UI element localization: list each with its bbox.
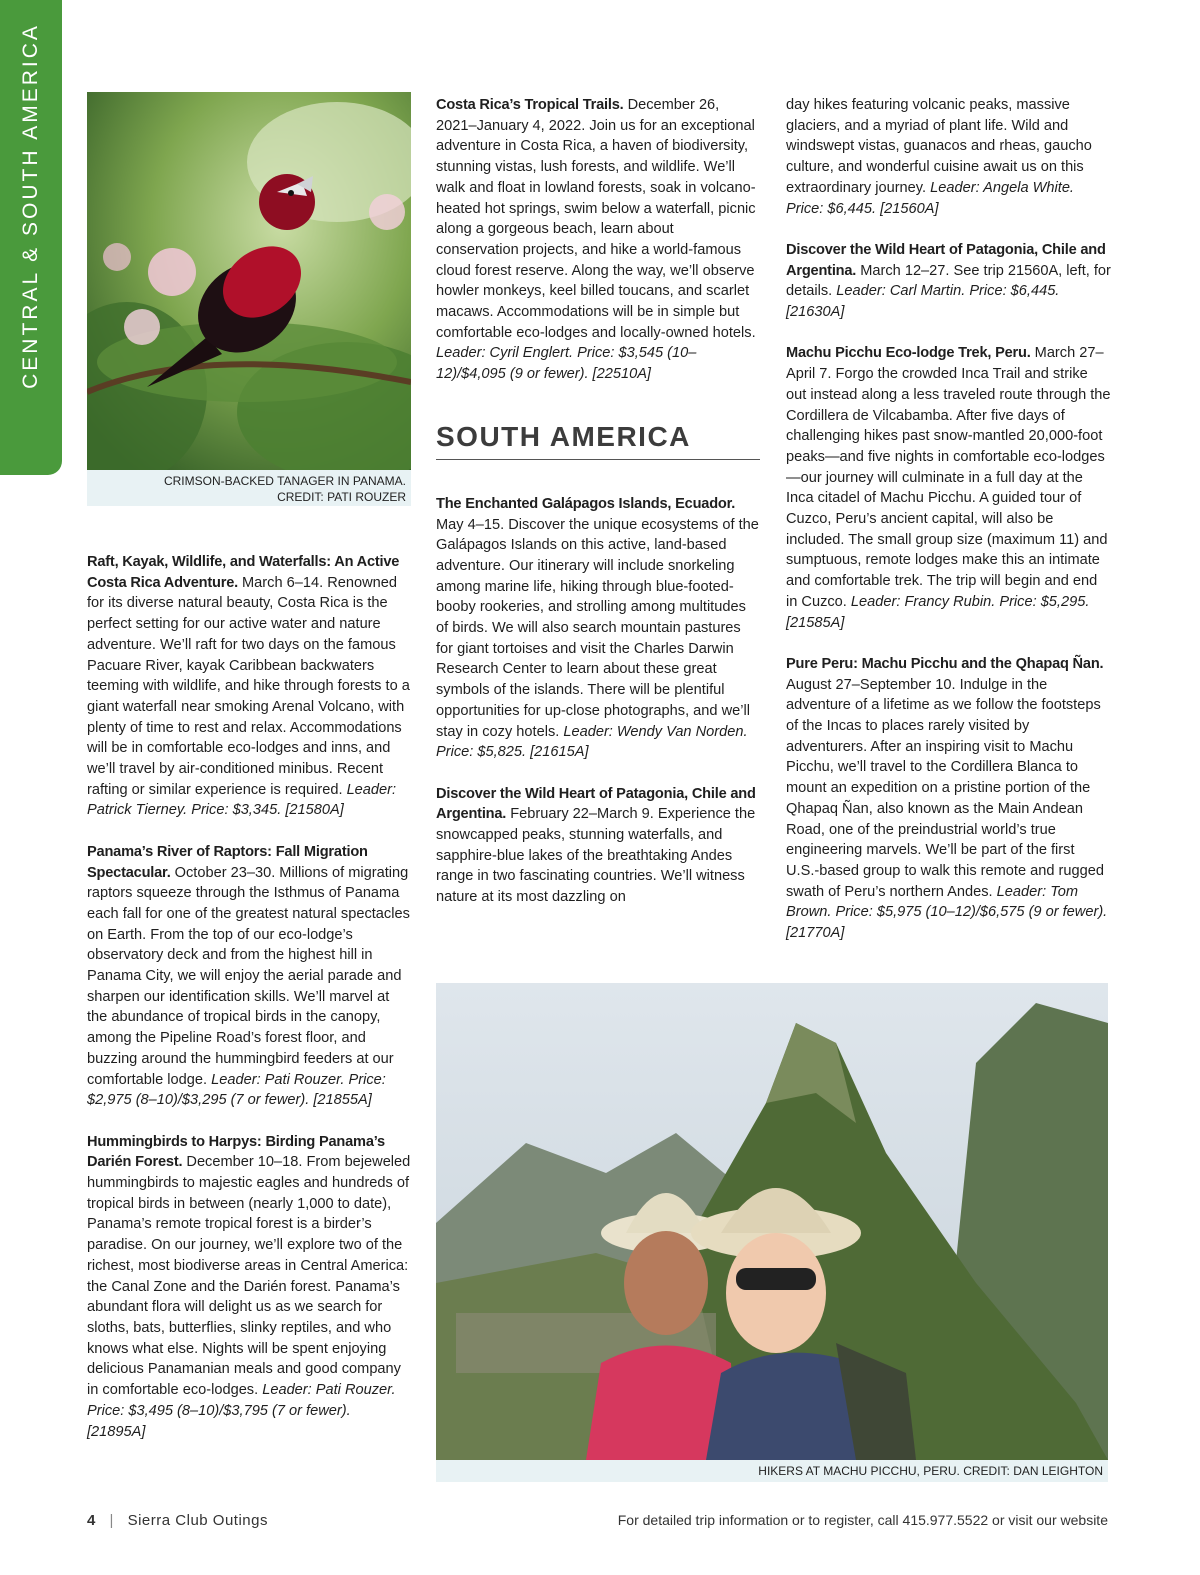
trip-title: Machu Picchu Eco-lodge Trek, Peru. (786, 345, 1031, 362)
side-tab-label: CENTRAL & SOUTH AMERICA (19, 23, 42, 389)
trip-title: Panama’s River of Raptors: Fall Migration Spectacular. (87, 843, 368, 881)
trip-entry (87, 552, 412, 821)
column-right (786, 95, 1111, 964)
trip-body: February 22–March 9. Experience the snowcapped peaks, stunning waterfalls, and sapphire-blue lakes of the breathtaking Andes range in two fascinating countries. We’ll witness nature at its most dazzling on (436, 806, 756, 906)
trip-entry-continued (786, 95, 1111, 219)
trip-leader-price: Leader: Cyril Englert. Price: $3,545 (10–12)/$4,095 (9 or fewer). [22510A] (436, 345, 697, 383)
trip-entry (786, 343, 1111, 633)
trip-title: Hummingbirds to Harpys: Birding Panama’s Darién Forest. (87, 1133, 385, 1171)
tanager-illustration (87, 92, 411, 470)
trip-entry (786, 654, 1111, 944)
publication-name: Sierra Club Outings (127, 1512, 268, 1529)
footer-left (87, 1512, 268, 1529)
trip-entry (436, 95, 760, 385)
trip-leader-price: Leader: Pati Rouzer. Price: $3,495 (8–10)/$3,795 (7 or fewer). [21895A] (87, 1382, 396, 1440)
trip-leader-price: Leader: Tom Brown. Price: $5,975 (10–12)/$6,575 (9 or fewer). [21770A] (786, 883, 1108, 942)
trip-entry (87, 1132, 412, 1443)
trip-body: December 26, 2021–January 4, 2022. Join us for an exceptional adventure in Costa Rica, a haven of biodiversity, stunning vistas, lush forests, and wildlife. We’ll walk and float in lowland forests, soak in volcano-heated hot springs, swim below a waterfall, picnic along a gorgeous beach, learn about conservation projects, and hike a world-famous cloud forest reserve. Along the way, we’ll observe howler monkeys, keel billed toucans, and scarlet macaws. Accommodations will be in simple but comfortable eco-lodges and locally-owned hotels. (436, 97, 756, 341)
trip-entry (436, 494, 760, 763)
section-side-tab (0, 0, 62, 475)
trip-leader-price: Leader: Pati Rouzer. Price: $2,975 (8–10)/$3,295 (7 or fewer). [21855A] (87, 1071, 386, 1109)
page-number: 4 (87, 1512, 96, 1529)
trip-title: Discover the Wild Heart of Patagonia, Chile and Argentina. (786, 241, 1106, 279)
trip-title: The Enchanted Galápagos Islands, Ecuador. (436, 495, 736, 512)
column-left (87, 552, 412, 1463)
tanager-caption (87, 470, 411, 506)
trip-body: December 10–18. From bejeweled hummingbirds to majestic eagles and hundreds of tropical birds in between (nearly 1,000 to date), Panama’s remote tropical forest is a birder’s paradise. On our journey, we’ll explore two of the richest, most biodiverse areas in Central America: the Canal Zone and the Darién forest. Panama’s abundant flora will delight us as we search for sloths, bats, butterflies, slinky reptiles, and who knows what else. Nights will be spent enjoying delicious Panamanian meals and good company in comfortable eco-lodges. (87, 1154, 411, 1399)
trip-body: March 12–27. See trip 21560A, left, for details. (786, 262, 1111, 300)
trip-leader-price: Leader: Angela White. Price: $6,445. [21560A] (786, 179, 1074, 217)
machu-picchu-caption-text: HIKERS AT MACHU PICCHU, PERU. CREDIT: DAN LEIGHTON (758, 1464, 1103, 1478)
trip-body: August 27–September 10. Indulge in the adventure of a lifetime as we follow the footsteps of the Incas to places rarely visited by adventurers. After an inspiring visit to Machu Picchu, we’ll travel to the Cordillera Blanca to mount an expedition on a pristine portion of the Qhapaq Ñan, also known as the Main Andean Road, one of the preindustrial world’s true engineering marvels. We’ll be part of the first U.S.-based group to walk this remote and rugged swath of Peru’s northern Andes. (786, 676, 1104, 900)
tanager-caption-line1: CRIMSON-BACKED TANAGER IN PANAMA. (163, 474, 406, 488)
column-middle (436, 95, 760, 929)
trip-leader-price: Leader: Wendy Van Norden. Price: $5,825. [21615A] (436, 723, 748, 761)
section-heading: SOUTH AMERICA (436, 421, 760, 460)
trip-body: October 23–30. Millions of migrating raptors squeeze through the Isthmus of Panama each fall for one of the greatest natural spectacles on Earth. From the top of our eco-lodge’s observatory deck and from the highest hill in Panama City, we will enjoy the aerial parade and sharpen our identification skills. We’ll marvel at the abundance of tropical birds in the canopy, among the Pipeline Road’s forest floor, and buzzing around the hummingbird feeders at our comfortable lodge. (87, 864, 410, 1088)
trip-leader-price: Leader: Francy Rubin. Price: $5,295. [21585A] (786, 593, 1090, 631)
trip-title: Costa Rica’s Tropical Trails. (436, 97, 624, 113)
trip-entry (87, 842, 412, 1111)
tanager-photo (87, 92, 411, 470)
machu-picchu-caption (436, 1460, 1108, 1482)
trip-title: Pure Peru: Machu Picchu and the Qhapaq Ñan. (786, 655, 1104, 672)
trip-leader-price: Leader: Carl Martin. Price: $6,445. [21630A] (786, 283, 1060, 321)
trip-entry (436, 784, 760, 908)
trip-title: Discover the Wild Heart of Patagonia, Chile and Argentina. (436, 785, 756, 823)
trip-body: March 27–April 7. Forgo the crowded Inca Trail and strike out instead along a less traveled route through the Cordillera de Vilcabamba. After five days of challenging hikes past snow-mantled 20,000-foot peaks—and five nights in comfortable eco-lodges—our journey will culminate in a full day at the Inca citadel of Machu Picchu. A guided tour of Cuzco, Peru’s ancient capital, will also be included. The small group size (maximum 11) and sumptuous, remote lodges make this an intimate and comfortable trek. The trip will begin and end in Cuzco. (786, 345, 1111, 610)
trip-title: Raft, Kayak, Wildlife, and Waterfalls: An Active Costa Rica Adventure. (87, 554, 400, 591)
trip-body: May 4–15. Discover the unique ecosystems of the Galápagos Islands on this active, land-based adventure. Our itinerary will include snorkeling among marine life, hiking through blue-footed-booby rookeries, and strolling among multitudes of birds. We will also search mountain pastures for giant tortoises and visit the Charles Darwin Research Center to learn about these great symbols of the islands. There will be plentiful opportunities for up-close photographs, and we’ll stay in cozy hotels. (436, 516, 759, 740)
trip-body-continued: day hikes featuring volcanic peaks, massive glaciers, and a myriad of plant life. Wild and windswept vistas, guanacos and rheas, gaucho culture, and wonderful cuisine await us on this extraordinary journey. (786, 97, 1092, 196)
tanager-caption-line2: CREDIT: PATI ROUZER (277, 490, 406, 504)
machu-picchu-photo (436, 983, 1108, 1460)
footer-separator: | (109, 1512, 114, 1529)
trip-entry (786, 240, 1111, 323)
machu-picchu-illustration (436, 983, 1108, 1460)
footer-right (618, 1512, 1108, 1528)
trip-leader-price: Leader: Patrick Tierney. Price: $3,345. [21580A] (87, 781, 397, 819)
footer-contact-info: For detailed trip information or to register, call 415.977.5522 or visit our website (617, 1512, 1108, 1528)
trip-body: March 6–14. Renowned for its diverse natural beauty, Costa Rica is the perfect setting for our active water and nature adventure. We’ll raft for two days on the famous Pacuare River, kayak Caribbean backwaters teeming with wildlife, and hike through forests to a giant waterfall near smoking Arenal Volcano, with plenty of time to rest and relax. Accommodations will be in comfortable eco-lodges and inns, and we’ll travel by air-conditioned minibus. Recent rafting or similar experience is required. (87, 574, 410, 798)
